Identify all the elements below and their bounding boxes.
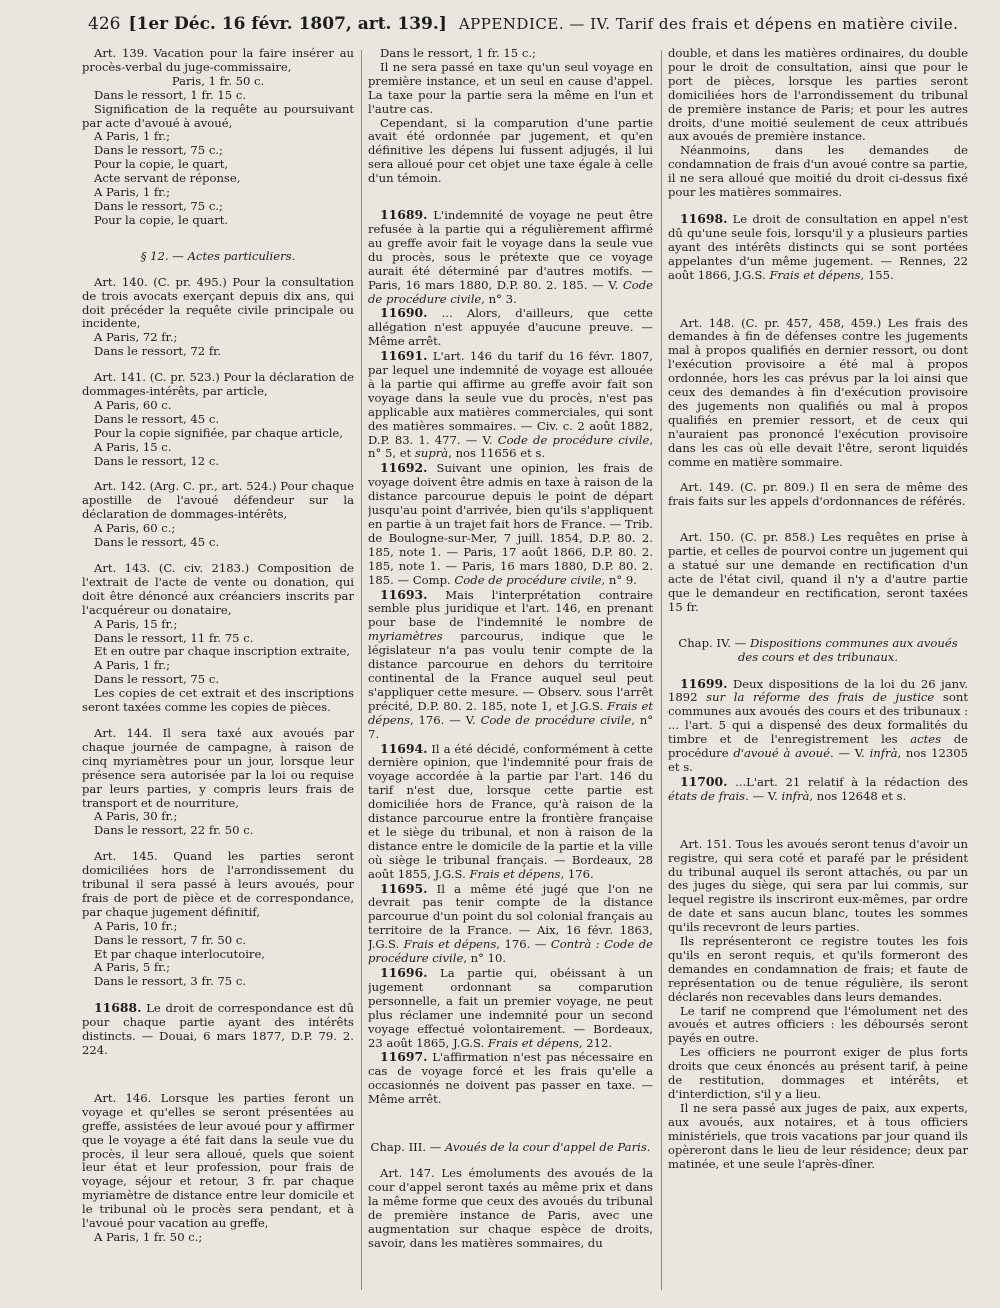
price-line: Dans le ressort, 45 c. bbox=[94, 411, 220, 426]
price-line: A Paris, 60 c. bbox=[94, 397, 172, 412]
price-line: Dans le ressort, 1 fr. 15 c. bbox=[94, 87, 247, 102]
paragraph: Ils représenteront ce registre toutes les fois qu'ils en seront requis, et qu'ils formeront des demandes en condamnation de frais; et faute de représentation ou de tenue régulière, ils seront déclarés non recevables dans leurs demandes. bbox=[668, 934, 968, 1004]
note-11693: 11693. Mais l'interprétation contraire semble plus juridique et l'art. 146, en prenant pour base de l'indemnité le nombre de myriamètres parcourus, indique que le législateur n'a pas voulu tenir compte de la distance parcourue en dehors du territoire continental de la France auquel seul peut s'appliquer cette mesure. — Observ. sous l'arrêt précité, D.P. 80. 2. 185, note 1, et J.G.S. Frais et dépens, 176. — V. Code de procédure civile, n° 7. bbox=[368, 586, 653, 741]
price-line: Dans le ressort, 45 c. bbox=[94, 535, 220, 550]
art-144-text: Art. 144. Il sera taxé aux avoués par chaque journée de campagne, à raison de cinq myriamètres pour un jour, lorsque leur présence sera autorisée par la loi ou requise par leurs parties, y compris leurs frais de transport et de nourriture, bbox=[82, 725, 354, 810]
art-142-text: Art. 142. (Arg. C. pr., art. 524.) Pour chaque apostille de l'avoué défendeur sur la déclaration de dommages-intérêts, bbox=[82, 479, 354, 522]
paragraph: Il ne sera passé aux juges de paix, aux experts, aux avoués, aux notaires, et à tous officiers ministériels, que trois vacations par jour quand ils opèreront dans le lieu de leur résidence; deux par matinée, et une seule l'après-dîner. bbox=[668, 1100, 968, 1171]
column-2 bbox=[368, 47, 653, 1297]
price-line: Dans le ressort, 11 fr. 75 c. bbox=[94, 630, 254, 645]
paragraph: Il ne sera passé en taxe qu'un seul voyage en première instance, et un seul en cause d'appel. La taxe pour la partie sera la même en l'un et l'autre cas. bbox=[368, 59, 653, 116]
column-3 bbox=[668, 47, 968, 1297]
price-line: Et par chaque interlocutoire, bbox=[94, 946, 265, 961]
price-line: A Paris, 10 fr.; bbox=[94, 918, 178, 933]
column-1 bbox=[82, 47, 354, 1297]
note-11698: 11698. Le droit de consultation en appel n'est dû qu'une seule fois, lorsqu'il y a plusieurs parties ayant des intérêts distincts qui se sont portées appelantes d'un même jugement. — Rennes, 22 août 1866, J.G.S. Frais et dépens, 155. bbox=[668, 210, 968, 282]
column-rule-2 bbox=[661, 50, 662, 1290]
price-line: A Paris, 72 fr.; bbox=[94, 330, 178, 345]
note-11688: 11688. Le droit de correspondance est dû pour chaque partie ayant des intérêts distincts. — Douai, 6 mars 1877, D.P. 79. 2. 224. bbox=[82, 1000, 354, 1057]
price-line: Acte servant de réponse, bbox=[94, 171, 241, 186]
price-line: Dans le ressort, 75 c. bbox=[94, 672, 220, 687]
paragraph: Cependant, si la comparution d'une partie avait été ordonnée par jugement, et qu'en définitive les dépens lui fussent adjugés, il lui sera alloué pour cet objet une taxe égale à celle d'un témoin. bbox=[368, 115, 653, 186]
art-141-text: Art. 141. (C. pr. 523.) Pour la déclaration de dommages-intérêts, par article, bbox=[82, 370, 354, 399]
header-reference: [1er Déc. 16 févr. 1807, art. 139.] bbox=[128, 14, 447, 34]
price-line: A Paris, 15 c. bbox=[94, 439, 172, 454]
price-line: Dans le ressort, 22 fr. 50 c. bbox=[94, 823, 254, 838]
price-line: A Paris, 30 fr.; bbox=[94, 809, 178, 824]
art-140-text: Art. 140. (C. pr. 495.) Pour la consultation de trois avocats exerçant depuis dix ans, qui doit précéder la requête civile principale ou incidente, bbox=[82, 274, 354, 331]
price-line: Pour la copie, le quart. bbox=[94, 212, 229, 227]
paragraph: Les copies de cet extrait et des inscriptions seront taxées comme les copies de pièces. bbox=[82, 686, 354, 715]
price-line: Pour la copie, le quart, bbox=[94, 157, 229, 172]
art-149-text: Art. 149. (C. pr. 809.) Il en sera de même des frais faits sur les appels d'ordonnances de référés. bbox=[668, 480, 968, 509]
header-title: APPENDICE. — IV. Tarif des frais et dépens en matière civile. bbox=[458, 15, 959, 33]
price-line: A Paris, 1 fr. 50 c.; bbox=[94, 1229, 203, 1244]
running-header bbox=[88, 14, 968, 42]
note-11697: 11697. L'affirmation n'est pas nécessaire en cas de voyage forcé et les frais qu'elle a occasionnés ne doivent pas passer en taxe. — Même arrêt. bbox=[368, 1049, 653, 1107]
paragraph: Les officiers ne pourront exiger de plus forts droits que ceux énoncés au présent tarif, à peine de restitution, dommages et intérêts, et d'interdiction, s'il y a lieu. bbox=[668, 1045, 968, 1101]
note-11699: 11699. Deux dispositions de la loi du 26 janv. 1892 sur la réforme des frais de justice sont communes aux avoués des cours et des tribunaux : ... l'art. 5 qui a dispensé des deux formalités du timbre et de l'enregistrement les actes de procédure d'avoué à avoué. — V. infrà, nos 12305 et s. bbox=[668, 675, 968, 774]
note-11695: 11695. Il a même été jugé que l'on ne devrait pas tenir compte de la distance parcourue d'un point du sol colonial français au territoire de la France. — Aix, 16 févr. 1863, J.G.S. Frais et dépens, 176. — Contrà : Code de procédure civile, n° 10. bbox=[368, 880, 653, 966]
note-11692: 11692. Suivant une opinion, les frais de voyage doivent être admis en taxe à raison de la distance parcourue depuis le point de départ jusqu'au point d'arrivée, bien qu'ils s'appliquent en partie à un trajet fait hors de France. — Trib. de Boulogne-sur-Mer, 7 juill. 1854, D.P. 80. 2. 185, note 1. — Paris, 17 août 1866, D.P. 80. 2. 185, note 1. — Paris, 16 mars 1880, D.P. 80. 2. 185. — Comp. Code de procédure civile, n° 9. bbox=[368, 460, 653, 587]
art-145-text: Art. 145. Quand les parties seront domiciliées hors de l'arrondissement du tribunal il sera passé à leurs avoués, pour frais de port de pièce et de correspondance, par chaque jugement définitif, bbox=[82, 849, 354, 919]
note-11689: 11689. L'indemnité de voyage ne peut être refusée à la partie qui a régulièrement affirmé au greffe avoir fait le voyage dans la seule vue du procès, sous le prétexte que ce voyage aurait été déterminé par d'autres motifs. — Paris, 16 mars 1880, D.P. 80. 2. 185. — V. Code de procédure civile, n° 3. bbox=[368, 207, 653, 306]
note-11696: 11696. La partie qui, obéissant à un jugement ordonnant sa comparution personnelle, a fait un premier voyage, ne peut plus réclamer une indemnité pour un second voyage effectué volontairement. — Bordeaux, 23 août 1865, J.G.S. Frais et dépens, 212. bbox=[368, 965, 653, 1050]
price-line: Paris, 1 fr. 50 c. bbox=[171, 73, 265, 88]
paragraph: Le tarif ne comprend que l'émolument net des avoués et autres officiers : les déboursés seront payés en outre. bbox=[668, 1003, 968, 1046]
price-line: A Paris, 5 fr.; bbox=[94, 960, 171, 975]
note-11694: 11694. Il a été décidé, conformément à cette dernière opinion, que l'indemnité pour frais de voyage accordée à la partie par l'art. 146 du tarif n'est due, lorsque cette partie est domiciliée hors de France, qu'à raison de la distance parcourue entre la frontière française et le siège du tribunal, et non à raison de la distance entre le domicile de la partie et la ville où siège le tribunal français. — Bordeaux, 28 août 1855, J.G.S. Frais et dépens, 176. bbox=[368, 740, 653, 881]
column-rule-1 bbox=[361, 50, 362, 1290]
price-line: Dans le ressort, 7 fr. 50 c. bbox=[94, 932, 247, 947]
price-line: Pour la copie signifiée, par chaque article, bbox=[94, 425, 343, 440]
price-line: Dans le ressort, 12 c. bbox=[94, 453, 220, 468]
price-line: A Paris, 1 fr.; bbox=[94, 129, 171, 144]
art-148-text: Art. 148. (C. pr. 457, 458, 459.) Les frais des demandes à fin de défenses contre les jugements mal à propos qualifiés en dernier ressort, ou dont l'exécution provisoire a été mal à propos ordonnée, hors les cas prévus par la loi ainsi que ceux des demandes à fin d'exécution provisoire des jugements non qualifiés ou mal à propos qualifiés en premier ressort, et de ceux qui n'auraient pas prononcé l'exécution provisoire dans les cas où elle devait l'être, seront liquidés comme en matière sommaire. bbox=[668, 315, 968, 469]
paragraph: Signification de la requête au poursuivant par acte d'avoué à avoué, bbox=[82, 101, 354, 130]
page-number: 426 bbox=[88, 14, 121, 34]
paragraph: Néanmoins, dans les demandes de condamnation de frais d'un avoué contre sa partie, il ne sera alloué que moitié du droit ci-dessus fixé pour les matières sommaires. bbox=[668, 143, 968, 200]
art-143-text: Art. 143. (C. civ. 2183.) Composition de l'extrait de l'acte de vente ou donation, qui doit être dénoncé aux créanciers inscrits par l'acquéreur ou donataire, bbox=[82, 561, 354, 617]
price-line: A Paris, 15 fr.; bbox=[94, 616, 178, 631]
note-11691: 11691. L'art. 146 du tarif du 16 févr. 1807, par lequel une indemnité de voyage est allouée à la partie qui affirme au greffe avoir fait son voyage dans la seule vue du procès, n'est pas applicable aux matières commerciales, qui sont des matières sommaires. — Civ. c. 2 août 1882, D.P. 83. 1. 477. — V. Code de procédure civile, n° 5, et suprà, nos 11656 et s. bbox=[368, 348, 653, 461]
note-11700: 11700. ...L'art. 21 relatif à la rédaction des états de frais. — V. infrà, nos 12648 et s. bbox=[668, 773, 968, 803]
chapter-3-heading: Chap. III. — Avoués de la cour d'appel de Paris. bbox=[370, 1140, 651, 1155]
paragraph: double, et dans les matières ordinaires, du double pour le droit de consultation, ainsi que pour le port de pièces, lorsque les parties seront domiciliées hors de l'arrondissement du tribunal de première instance de Paris; et pour les autres droits, d'une moitié seulement de ceux attribués aux avoués de première instance. bbox=[668, 47, 968, 144]
art-146-text: Art. 146. Lorsque les parties feront un voyage et qu'elles se seront présentées au greffe, assistées de leur avoué pour y affirmer que le voyage a été fait dans la seule vue du procès, il leur sera alloué, quels que soient leur état et leur profession, pour frais de voyage, séjour et retour, 3 fr. par chaque myriamètre de distance entre leur domicile et le tribunal où le procès sera pendant, et à l'avoué pour vacation au greffe, bbox=[82, 1090, 354, 1231]
price-line: A Paris, 60 c.; bbox=[94, 521, 176, 536]
chapter-4-heading: Chap. IV. — Dispositions communes aux avoués des cours et des tribunaux. bbox=[678, 635, 958, 664]
price-line: Dans le ressort, 75 c.; bbox=[94, 198, 223, 213]
art-151-text: Art. 151. Tous les avoués seront tenus d'avoir un registre, qui sera coté et parafé par le président du tribunal auquel ils seront attachés, ou par un des juges du siège, qui sera par lui commis, sur lequel registre ils inscriront eux-mêmes, par ordre de date et sans aucun blanc, toutes les sommes qu'ils recevront de leurs parties. bbox=[668, 836, 968, 935]
note-11690: 11690. ... Alors, d'ailleurs, que cette allégation n'est appuyée d'aucune preuve. — Même arrêt. bbox=[368, 305, 653, 349]
section-heading: § 12. — Actes particuliers. bbox=[140, 248, 296, 263]
price-line: Dans le ressort, 75 c.; bbox=[94, 143, 223, 158]
price-line: Dans le ressort, 3 fr. 75 c. bbox=[94, 974, 247, 989]
art-147-text: Art. 147. Les émoluments des avoués de la cour d'appel seront taxés au même prix et dans la même forme que ceux des avoués du tribunal de première instance de Paris, avec une augmentation sur chaque espèce de droits, savoir, dans les matières sommaires, du bbox=[368, 1165, 653, 1250]
art-150-text: Art. 150. (C. pr. 858.) Les requêtes en prise à partie, et celles de pourvoi contre un jugement qui a statué sur une demande en rectification d'un acte de l'état civil, quand il n'y a d'autre partie que le demandeur en rectification, seront taxées 15 fr. bbox=[668, 530, 968, 614]
price-line: Dans le ressort, 72 fr. bbox=[94, 344, 222, 359]
price-line: Dans le ressort, 1 fr. 15 c.; bbox=[380, 47, 536, 60]
paragraph: Et en outre par chaque inscription extraite, bbox=[94, 644, 351, 659]
art-139-text: Art. 139. Vacation pour la faire insérer au procès-verbal du juge-commissaire, bbox=[82, 47, 354, 74]
price-line: A Paris, 1 fr.; bbox=[94, 658, 171, 673]
price-line: A Paris, 1 fr.; bbox=[94, 185, 171, 200]
